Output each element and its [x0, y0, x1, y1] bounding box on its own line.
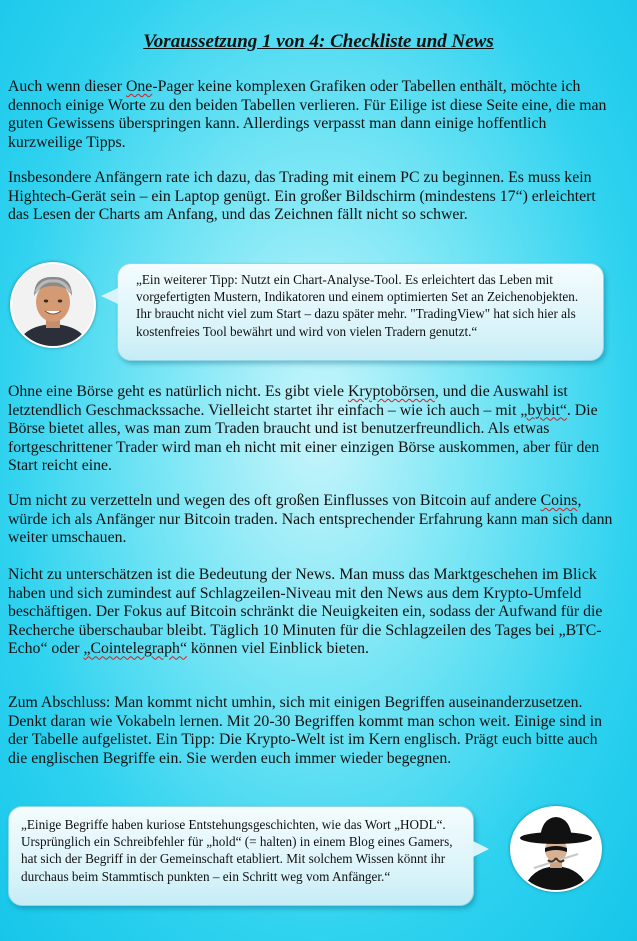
- tip-bubble-chart-tool: „Ein weiterer Tipp: Nutzt ein Chart-Analyse-Tool. Es erleichtert das Leben mit vorgefertigten Mustern, Indikatoren und einem optimierten Set an Zeichenobjekten. Ihr braucht nicht viel zum Start – dazu später mehr. "TradingView" hat sich hier als kostenfreies Tool bewährt und wird von vielen Tradern genutzt.“: [117, 263, 604, 361]
- spellcheck-word: „Cointelegraph“: [83, 640, 187, 658]
- spellcheck-word: Kryptobörsen: [347, 383, 435, 400]
- paragraph-bitcoin: Um nicht zu verzetteln und wegen des oft großen Einflusses von Bitcoin auf andere Coins, würde ich als Anfänger nur Bitcoin traden. Nach entsprechender Erfahrung kann man sich dann weiter umschauen.: [8, 492, 613, 547]
- page-title: Voraussetzung 1 von 4: Checkliste und News: [143, 31, 494, 52]
- paragraph-terms: Zum Abschluss: Man kommt nicht umhin, sich mit einigen Begriffen auseinanderzusetzen. Denkt daran wie Vokabeln lernen. Mit 20-30 Begriffen kommt man schon weit. Einige sind in der Tabelle aufgelistet. Ein Tipp: Die Krypto-Welt ist im Kern englisch. Prägt euch bitte auch die englischen Begriffe ein. Sie werden euch immer wieder begegnen.: [8, 694, 603, 767]
- spellcheck-word: Coins: [540, 492, 578, 509]
- tip-bubble-hodl: „Einige Begriffe haben kuriose Entstehungsgeschichten, wie das Wort „HODL“. Ursprünglich ein Schreibfehler für „hold“ (= halten) in einem Blog eines Gamers, hat sich der Begriff in der Gemeinschaft etabliert. Mit solchem Wissen könnt ihr durchaus beim Stammtisch punkten – ein Schritt weg vom Anfänger.“: [8, 806, 474, 906]
- musketeer-character-icon: [510, 806, 602, 892]
- spellcheck-word: „bybit“: [520, 401, 567, 419]
- paragraph-news: Nicht zu unterschätzen ist die Bedeutung der News. Man muss das Marktgeschehen im Blick haben und sich zumindest auf Schlagzeilen-Niveau mit den News aus dem Krypto-Umfeld beschäftigen. Der Fokus auf Bitcoin schränkt die Neuigkeiten ein, sodass der Aufwand für die Recherche überschaubar bleibt. Täglich 10 Minuten für die Schlagzeilen des Tages bei „BTC-Echo“ oder „Cointelegraph“ können viel Einblick bieten.: [8, 566, 603, 658]
- spellcheck-word: One: [126, 78, 153, 95]
- paragraph-exchange: Ohne eine Börse geht es natürlich nicht. Es gibt viele Kryptobörsen, und die Auswahl ist letztendlich Geschmackssache. Vielleicht startet ihr einfach – wie ich auch – mit „bybit“. Die Börse bietet alles, was man zum Traden braucht und ist benutzerfreundlich. Als etwas fortgeschrittener Trader wird man eh nicht mit einer einzigen Börse auskommen, aber für den Start reicht eine.: [8, 383, 600, 475]
- paragraph-intro: Auch wenn dieser One-Pager keine komplexen Grafiken oder Tabellen enthält, möchte ich dennoch einige Worte zu den beiden Tabellen verlieren. Für Eilige ist diese Seite eine, die man guten Gewissens überspringen kann. Allerdings verpasst man dann einige hoffentlich kurzweilige Tipps.: [8, 78, 607, 151]
- paragraph-pc: Insbesondere Anfängern rate ich dazu, das Trading mit einem PC zu beginnen. Es muss kein Hightech-Gerät sein – ein Laptop genügt. Ein großer Bildschirm (mindestens 17“) erleichtert das Lesen der Charts am Anfang, und das Zeichnen fällt nicht so schwer.: [8, 169, 596, 224]
- author-portrait-icon: [10, 262, 96, 348]
